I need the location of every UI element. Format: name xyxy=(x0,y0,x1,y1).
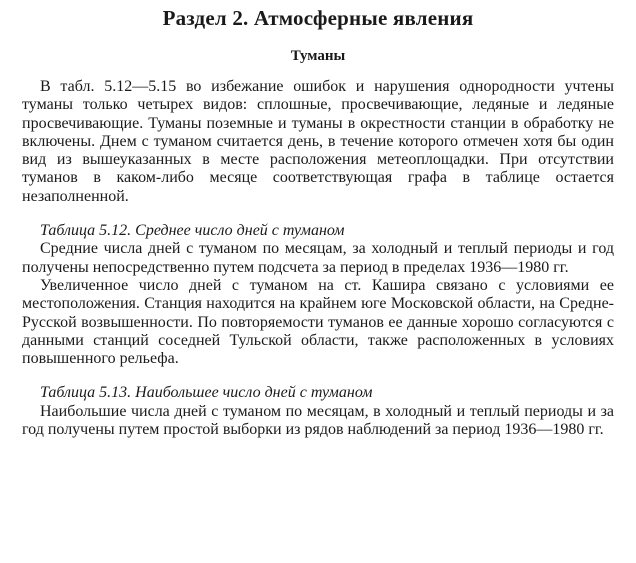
table-5-13-paragraph-1: Наибольшие числа дней с туманом по месяцам, в холодный и теплый периоды и за год получены путем простой выборки из рядов наблюдений за период 1936—1980 гг. xyxy=(22,402,614,439)
table-5-12-paragraph-1: Средние числа дней с туманом по месяцам, за холодный и теплый периоды и год получены непосредственно путем подсчета за период в пределах 1936—1980 гг. xyxy=(22,240,614,276)
table-5-12-heading: Таблица 5.12. Среднее число дней с туманом xyxy=(40,222,345,240)
intro-paragraph: В табл. 5.12—5.15 во избежание ошибок и нарушения однородности учтены туманы только четырех видов: сплошные, просвечивающие, ледяные и ледяные просвечивающие. Туманы поземные и туманы в окрестности станции в обработку не включены. Днем с туманом считается день, в течение которого отмечен хотя бы один вид из вышеуказанных в месте расположения метеоплощадки. При отсутствии туманов в каком-либо месяце соответствующая графа в таблице остается незаполненной. xyxy=(22,78,614,205)
intro-block xyxy=(22,78,614,206)
table-5-13-block xyxy=(22,384,614,439)
section-title: Раздел 2. Атмосферные явления xyxy=(162,6,474,30)
table-5-12-paragraph-2: Увеличенное число дней с туманом на ст. Кашира связано с условиями ее местоположения. Станция находится на крайнем юге Московской области, на Средне-Русской возвышенности. По повторяемости туманов ее данные хорошо согласуются с данными станций соседней Тульской области, также расположенных в условиях повышенного рельефа. xyxy=(22,276,614,368)
table-5-12-block xyxy=(22,222,614,368)
table-5-13-heading: Таблица 5.13. Наибольшее число дней с туманом xyxy=(40,384,373,402)
subsection-title: Туманы xyxy=(290,48,346,64)
